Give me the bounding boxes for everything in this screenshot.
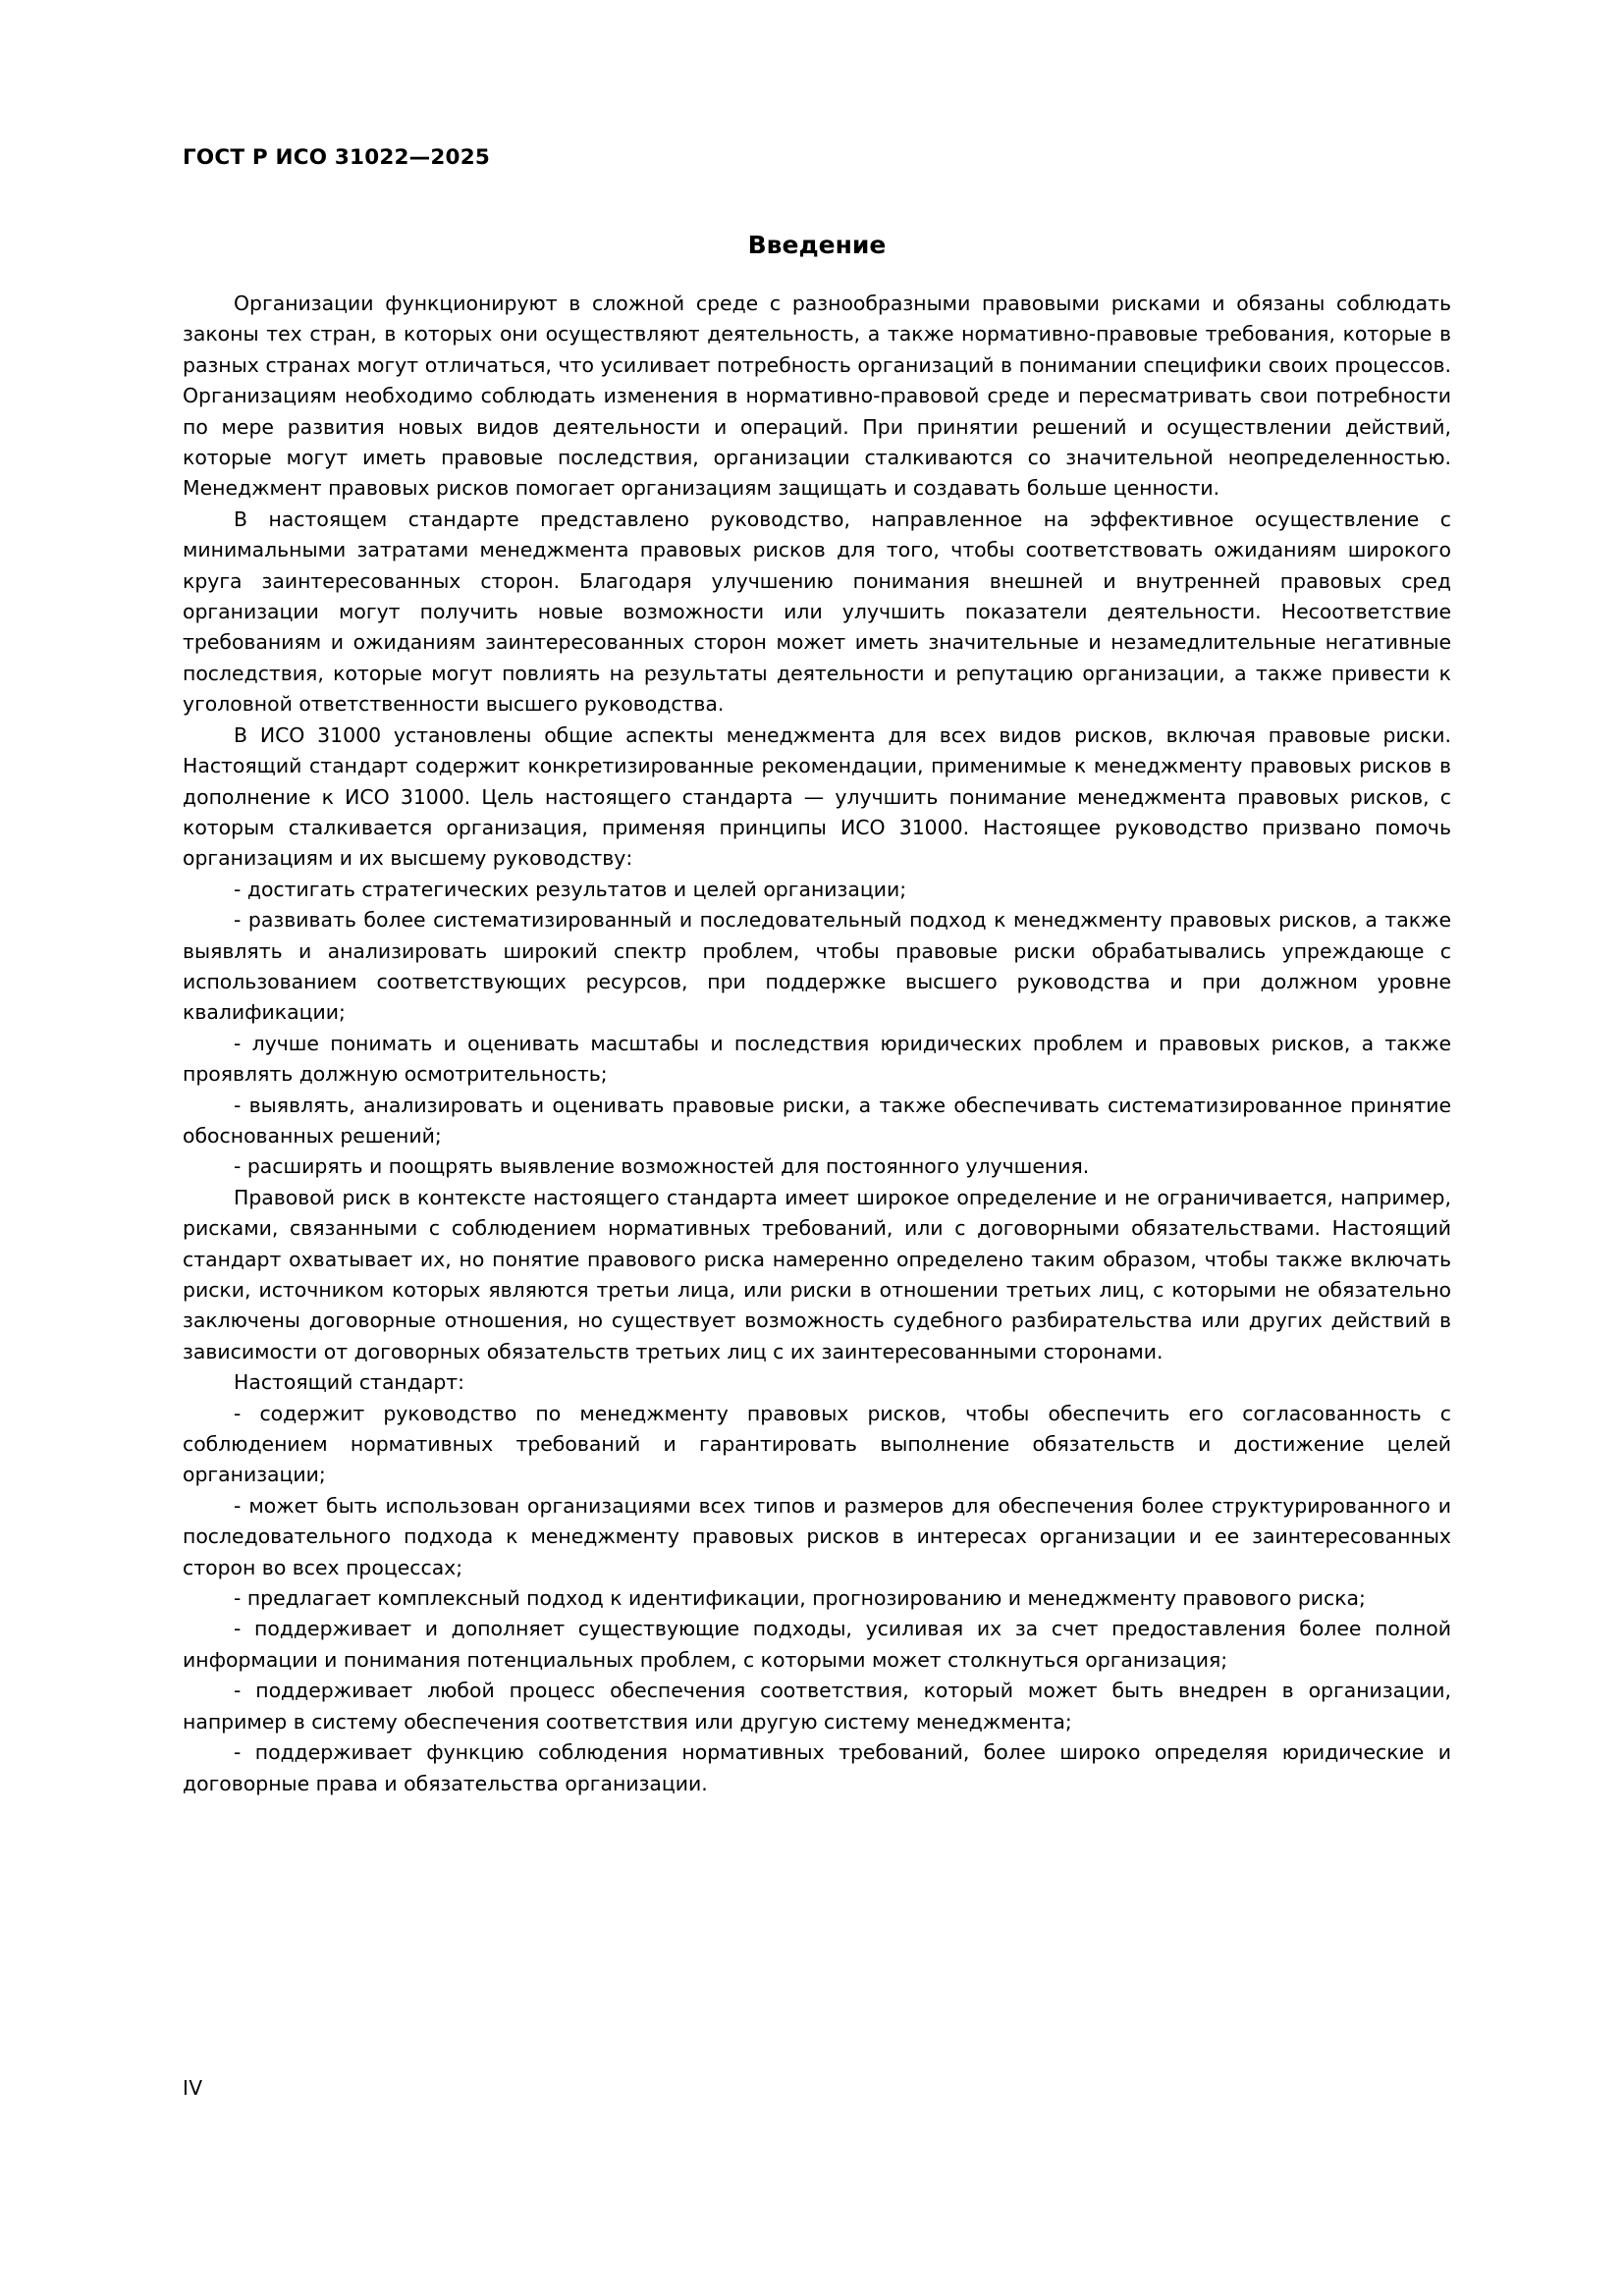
list-item: - лучше понимать и оценивать масштабы и последствия юридических проблем и правовых рисков, а также проявлять должную осмотрительность; [183,1031,1451,1087]
page-title: Введение [747,231,887,259]
list-item: - содержит руководство по менеджменту правовых рисков, чтобы обеспечить его согласованность с соблюдением нормативных требований и гарантировать выполнение обязательств и достижение целей организации; [183,1401,1451,1487]
list-item: - достигать стратегических результатов и целей организации; [234,877,907,901]
list-item: - предлагает комплексный подход к идентификации, прогнозированию и менеджменту правового риска; [234,1586,1366,1611]
body-paragraph: Правовой риск в контексте настоящего стандарта имеет широкое определение и не ограничивается, например, рисками, связанными с соблюдением нормативных требований, или с договорными обязательствами. Настоящий стандарт охватывает их, но понятие правового риска намеренно определено таким образом, чтобы также включать риски, источником которых являются третьи лица, или риски в отношении третьих лиц, с которыми не обязательно заключены договорные отношения, но существует возможность судебного разбирательства или других действий в зависимости от договорных обязательств третьих лиц с их заинтересованными сторонами. [183,1185,1451,1363]
standard-code-header: ГОСТ Р ИСО 31022—2025 [183,145,491,170]
body-paragraph: Организации функционируют в сложной среде с разнообразными правовыми рисками и обязаны соблюдать законы тех стран, в которых они осуществляют деятельность, а также нормативно-правовые требования, которые в разных странах могут отличаться, что усиливает потребность организаций в понимании специфики своих процессов. Организациям необходимо соблюдать изменения в нормативно-правовой среде и пересматривать свои потребности по мере развития новых видов деятельности и операций. При принятии решений и осуществлении действий, которые могут иметь правовые последствия, организации сталкиваются со значительной неопределенностью. Менеджмент правовых рисков помогает организациям защищать и создавать больше ценности. [183,292,1451,501]
body-paragraph: В ИСО 31000 установлены общие аспекты менеджмента для всех видов рисков, включая правовые риски. Настоящий стандарт содержит конкретизированные рекомендации, применимые к менеджменту правовых рисков в дополнение к ИСО 31000. Цель настоящего стандарта — улучшить понимание менеджмента правовых рисков, с которым сталкивается организация, применяя принципы ИСО 31000. Настоящее руководство призвано помочь организациям и их высшему руководству: [183,722,1451,871]
list-item: - поддерживает функцию соблюдения нормативных требований, более широко определяя юридические и договорные права и обязательства организации. [183,1740,1451,1795]
body-paragraph: Настоящий стандарт: [234,1370,465,1395]
list-item: - поддерживает любой процесс обеспечения соответствия, который может быть внедрен в организации, например в систему обеспечения соответствия или другую систему менеджмента; [183,1679,1451,1734]
list-item: - развивать более систематизированный и последовательный подход к менеджменту правовых рисков, а также выявлять и анализировать широкий спектр проблем, чтобы правовые риски обрабатывались упреждающе с использованием соответствующих ресурсов, при поддержке высшего руководства и при должном уровне квалификации; [183,908,1451,1025]
page-content [183,145,1451,1799]
list-item: - выявлять, анализировать и оценивать правовые риски, а также обеспечивать систематизированное принятие обоснованных решений; [183,1093,1451,1148]
list-item: - может быть использован организациями всех типов и размеров для обеспечения более структурированного и последовательного подхода к менеджменту правовых рисков в интересах организации и ее заинтересованных сторон во всех процессах; [183,1493,1451,1579]
page-number: IV [183,2076,203,2100]
body-paragraph: В настоящем стандарте представлено руководство, направленное на эффективное осуществление с минимальными затратами менеджмента правовых рисков для того, чтобы соответствовать ожиданиям широкого круга заинтересованных сторон. Благодаря улучшению понимания внешней и внутренней правовых сред организации могут получить новые возможности или улучшить показатели деятельности. Несоответствие требованиям и ожиданиям заинтересованных сторон может иметь значительные и незамедлительные негативные последствия, которые могут повлиять на результаты деятельности и репутацию организации, а также привести к уголовной ответственности высшего руководства. [183,507,1451,717]
list-item: - расширять и поощрять выявление возможностей для постоянного улучшения. [234,1154,1090,1179]
list-item: - поддерживает и дополняет существующие подходы, усиливая их за счет предоставления более полной информации и понимания потенциальных проблем, с которыми может столкнуться организация; [183,1617,1451,1672]
